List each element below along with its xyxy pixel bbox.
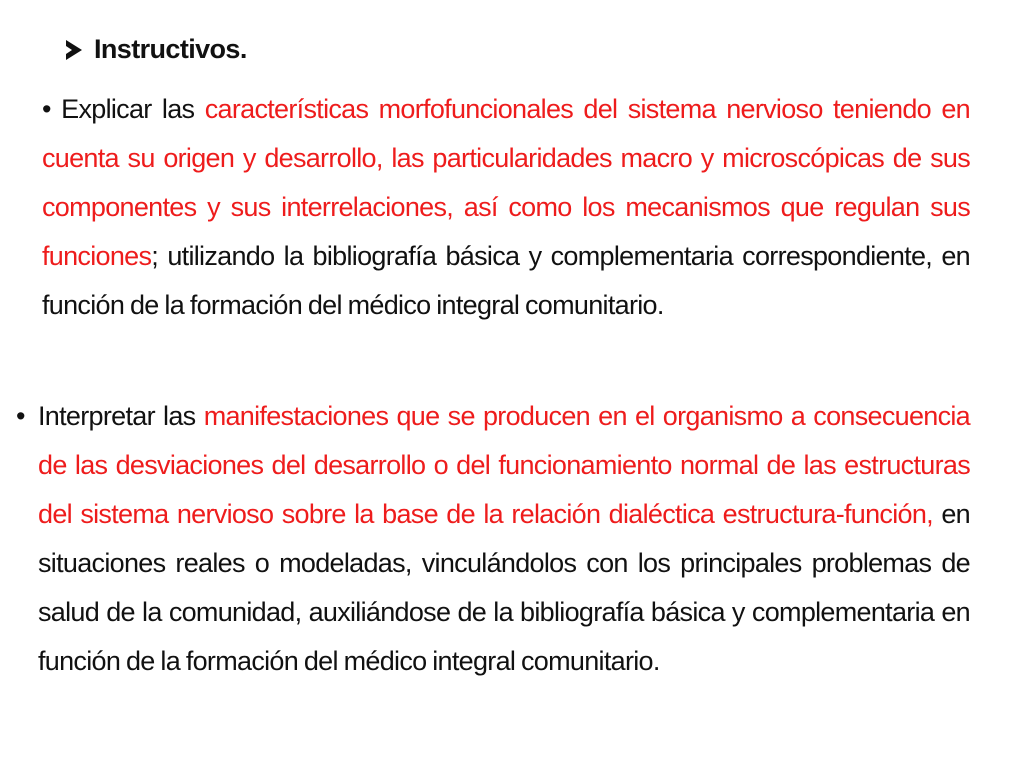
paragraph-1-highlight: características morfofuncionales del sistema nervioso teniendo en cuenta su origen y desarrollo, las particularidades macro y microscópicas de sus componentes y sus interrelaciones, así como los mecanismos que regulan sus funciones — [42, 94, 970, 271]
paragraph-1-rest: ; utilizando la bibliografía básica y complementaria correspondiente, en función de la formación del médico integral comunitario. — [42, 241, 970, 320]
bullet-1: • — [42, 94, 51, 124]
arrow-bullet-icon — [66, 40, 82, 60]
section-heading — [66, 34, 247, 65]
objective-paragraph-2 — [16, 392, 970, 686]
paragraph-2-rest: en situaciones reales o modeladas, vinculándolos con los principales problemas de salud de la comunidad, auxiliándose de la bibliografía básica y complementaria en función de la formación del médico integral comunitario. — [38, 499, 970, 676]
paragraph-1-intro: Explicar las — [61, 94, 195, 124]
heading-text: Instructivos. — [94, 34, 247, 64]
paragraph-2-highlight: manifestaciones que se producen en el organismo a consecuencia de las desviaciones del desarrollo o del funcionamiento normal de las estructuras del sistema nervioso sobre la base de la relación dialéctica estructura-función, — [38, 401, 970, 529]
bullet-2: • — [16, 401, 25, 431]
objective-paragraph-1 — [42, 85, 970, 330]
paragraph-2-intro: Interpretar las — [38, 401, 196, 431]
